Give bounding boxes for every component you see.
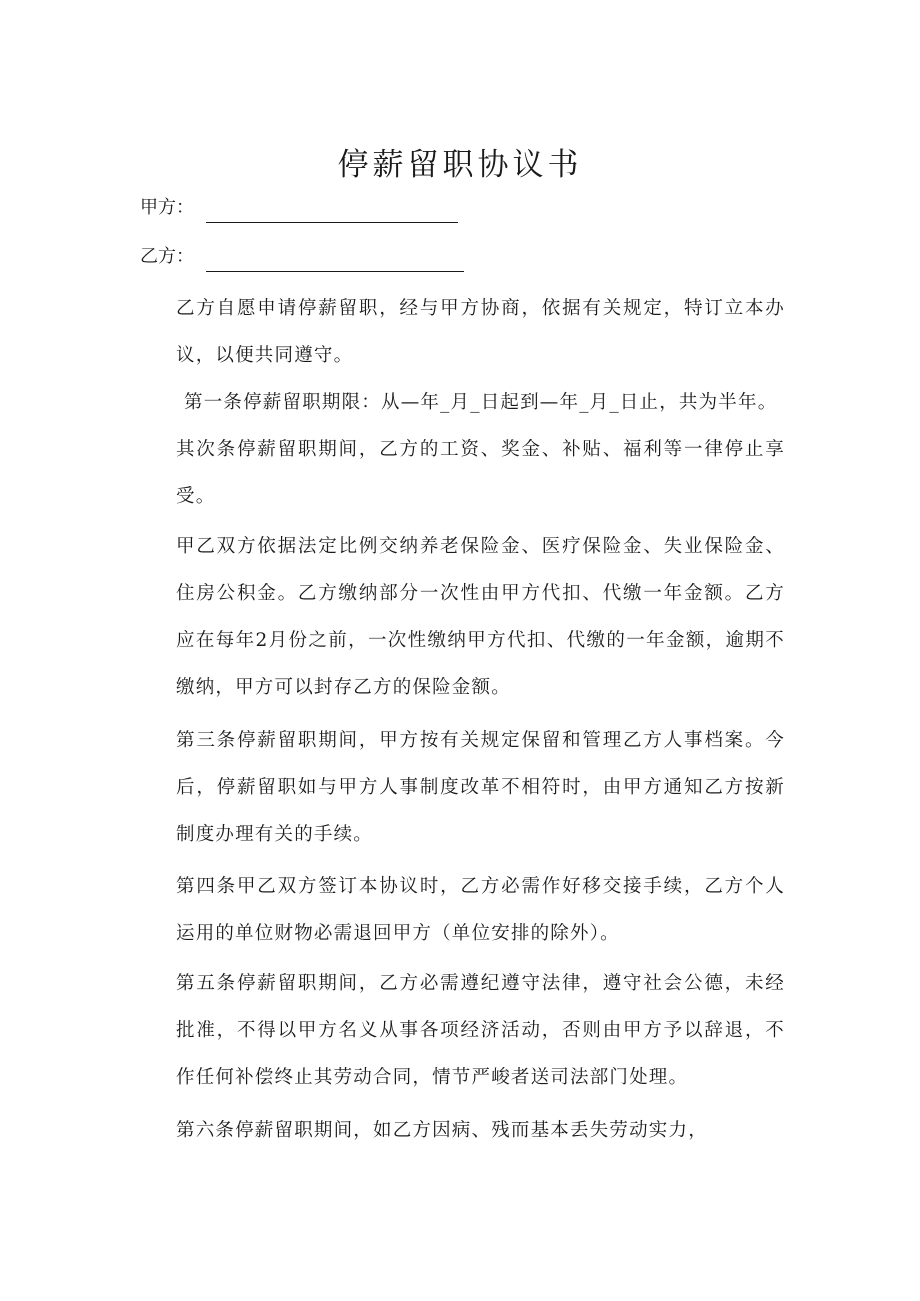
party-b-label: 乙方： (140, 246, 194, 267)
party-b-row (140, 242, 464, 272)
document-title: 停薪留职协议书 (337, 146, 583, 183)
paragraph-intro: 乙方自愿申请停薪留职，经与甲方协商，依据有关规定，特订立本办议，以便共同遵守。 (176, 298, 785, 366)
party-a-blank-line (206, 202, 458, 223)
party-a-row (140, 193, 458, 223)
party-a-label: 甲方： (140, 197, 194, 218)
paragraph-article-5: 第五条停薪留职期间，乙方必需遵纪遵守法律，遵守社会公德，未经批准，不得以甲方名义从事各项经济活动，否则由甲方予以辞退，不作任何补偿终止其劳动合同，情节严峻者送司法部门处理。 (176, 973, 785, 1088)
party-b-blank-line (206, 251, 464, 272)
paragraph-article-6: 第六条停薪留职期间，如乙方因病、残而基本丢失劳动实力， (176, 1120, 708, 1141)
paragraph-article-2: 其次条停薪留职期间，乙方的工资、奖金、补贴、福利等一律停止享受。 (176, 439, 785, 507)
paragraph-article-1: 第一条停薪留职期限：从—年_月_日起到—年_月_日止，共为半年。 (184, 392, 778, 413)
paragraph-article-3: 第三条停薪留职期间，甲方按有关规定保留和管理乙方人事档案。今后，停薪留职如与甲方人事制度改革不相符时，由甲方通知乙方按新制度办理有关的手续。 (176, 730, 785, 845)
paragraph-insurance: 甲乙双方依据法定比例交纳养老保险金、医疗保险金、失业保险金、住房公积金。乙方缴纳部分一次性由甲方代扣、代缴一年金额。乙方应在每年2月份之前，一次性缴纳甲方代扣、代缴的一年金额，逾期不缴纳，甲方可以封存乙方的保险金额。 (176, 536, 785, 698)
paragraph-article-4: 第四条甲乙双方签订本协议时，乙方必需作好移交接手续，乙方个人运用的单位财物必需退回甲方（单位安排的除外）。 (176, 876, 785, 944)
